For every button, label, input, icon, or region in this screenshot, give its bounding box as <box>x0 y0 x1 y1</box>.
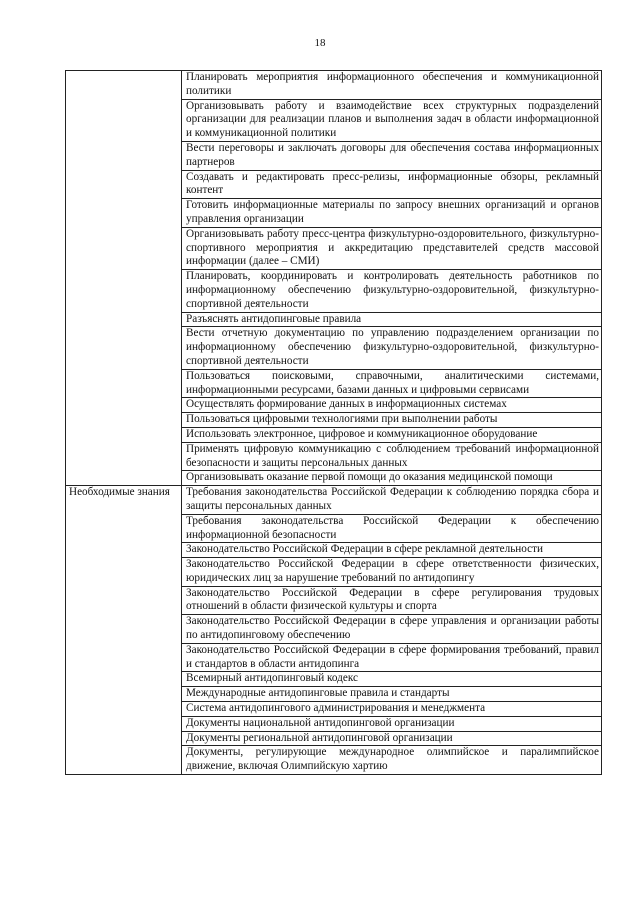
requirement-item: Система антидопингового администрирования и менеджмента <box>182 702 602 717</box>
requirement-item: Документы, регулирующие международное олимпийское и паралимпийское движение, включая Олимпийскую хартию <box>182 746 602 775</box>
requirement-item: Организовывать работу пресс-центра физкультурно-оздоровительного, физкультурно-спортивного мероприятия и аккредитацию представителей средств массовой информации (далее – СМИ) <box>182 227 602 269</box>
requirement-item: Пользоваться поисковыми, справочными, аналитическими системами, информационными ресурсами, базами данных и цифровыми сервисами <box>182 369 602 398</box>
requirement-item: Вести отчетную документацию по управлению подразделением организации по информационному обеспечению физкультурно-оздоровительной, физкультурно-спортивной деятельности <box>182 327 602 369</box>
requirement-item: Требования законодательства Российской Федерации к соблюдению порядка сбора и защиты персональных данных <box>182 486 602 515</box>
requirement-item: Организовывать оказание первой помощи до оказания медицинской помощи <box>182 471 602 486</box>
requirement-item: Международные антидопинговые правила и стандарты <box>182 687 602 702</box>
page-bottom-margin <box>0 836 640 916</box>
requirement-item: Законодательство Российской Федерации в сфере рекламной деятельности <box>182 543 602 558</box>
requirement-item: Использовать электронное, цифровое и коммуникационное оборудование <box>182 427 602 442</box>
requirement-item: Организовывать работу и взаимодействие всех структурных подразделений организации для реализации планов и выполнения задач в области информационной и коммуникационной политики <box>182 99 602 141</box>
requirement-item: Законодательство Российской Федерации в сфере регулирования трудовых отношений в области физической культуры и спорта <box>182 586 602 615</box>
requirement-item: Законодательство Российской Федерации в сфере формирования требований, правил и стандартов в области антидопинга <box>182 643 602 672</box>
page-number: 18 <box>314 37 326 49</box>
requirement-item: Создавать и редактировать пресс-релизы, информационные обзоры, рекламный контент <box>182 170 602 199</box>
requirements-table <box>65 70 602 775</box>
requirement-item: Вести переговоры и заключать договоры для обеспечения состава информационных партнеров <box>182 141 602 170</box>
requirement-item: Готовить информационные материалы по запросу внешних организаций и органов управления организации <box>182 199 602 228</box>
requirement-item: Документы региональной антидопинговой организации <box>182 731 602 746</box>
table-row <box>66 486 602 515</box>
table-body <box>66 71 602 775</box>
requirement-item: Законодательство Российской Федерации в сфере ответственности физических, юридических лиц за нарушение требований по антидопингу <box>182 558 602 587</box>
category-cell <box>66 71 182 486</box>
requirement-item: Законодательство Российской Федерации в сфере управления и организации работы по антидопинговому обеспечению <box>182 615 602 644</box>
requirement-item: Разъяснять антидопинговые правила <box>182 312 602 327</box>
requirement-item: Всемирный антидопинговый кодекс <box>182 672 602 687</box>
requirement-item: Документы национальной антидопинговой организации <box>182 716 602 731</box>
requirement-item: Пользоваться цифровыми технологиями при выполнении работы <box>182 413 602 428</box>
table-row <box>66 71 602 100</box>
requirement-item: Осуществлять формирование данных в информационных системах <box>182 398 602 413</box>
requirement-item: Планировать мероприятия информационного обеспечения и коммуникационной политики <box>182 71 602 100</box>
requirement-item: Планировать, координировать и контролировать деятельность работников по информационному обеспечению физкультурно-оздоровительной, физкультурно-спортивной деятельности <box>182 270 602 312</box>
requirement-item: Применять цифровую коммуникацию с соблюдением требований информационной безопасности и защиты персональных данных <box>182 442 602 471</box>
category-cell: Необходимые знания <box>66 486 182 775</box>
requirement-item: Требования законодательства Российской Федерации к обеспечению информационной безопасности <box>182 514 602 543</box>
